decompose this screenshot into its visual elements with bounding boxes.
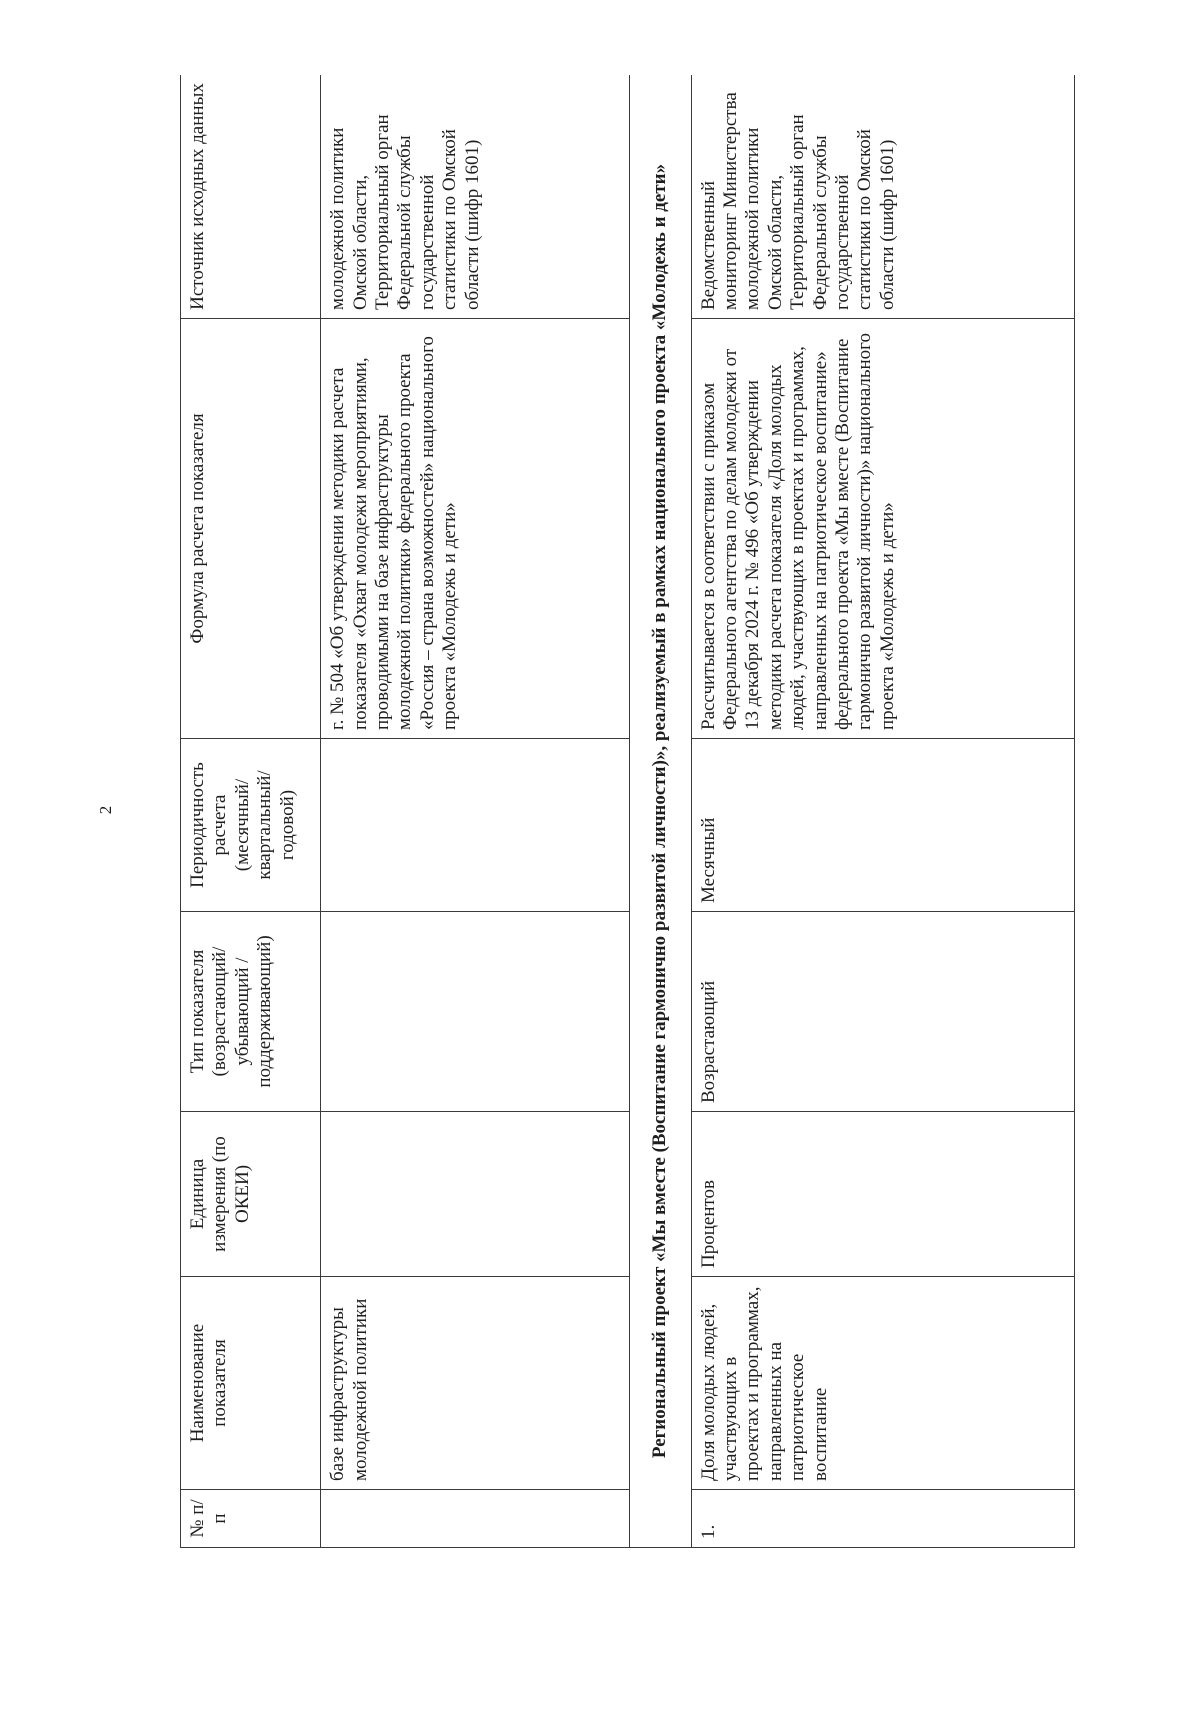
table-row-continuation — [321, 75, 629, 1548]
header-type: Тип показателя (возрастающий/ убывающий / поддерживающий) — [181, 912, 321, 1112]
header-formula: Формула расчета показателя — [181, 319, 321, 739]
header-source: Источник исходных данных — [181, 75, 321, 319]
cell-name: базе инфраструктуры молодежной политики — [321, 1277, 629, 1490]
header-unit: Единица измерения (по ОКЕИ) — [181, 1112, 321, 1277]
cell-source: молодежной политики Омской области, Территориальный орган Федеральной службы государственной статистики по Омской области (шифр 1601) — [321, 75, 629, 319]
table-container — [180, 75, 1075, 1548]
cell-unit — [321, 1112, 629, 1277]
cell-num — [321, 1490, 629, 1548]
rotated-table-frame — [180, 75, 1075, 1548]
cell-source: Ведомственный мониторинг Министерства молодежной политики Омской области, Территориальный орган Федеральной службы государственной статистики по Омской области (шифр 1601) — [691, 75, 1074, 319]
table-row — [691, 75, 1074, 1548]
section-title: Региональный проект «Мы вместе (Воспитание гармонично развитой личности)», реализуемый в рамках национального проекта «Молодежь и дети» — [629, 75, 691, 1548]
cell-num: 1. — [691, 1490, 1074, 1548]
cell-name: Доля молодых людей, участвующих в проектах и программах, направленных на патриотическое воспитание — [691, 1277, 1074, 1490]
header-row — [181, 75, 321, 1548]
cell-formula: г. № 504 «Об утверждении методики расчета показателя «Охват молодежи мероприятиями, проводимыми на базе инфраструктуры молодежной политики» федерального проекта «Россия – страна возможностей» национального проекта «Молодежь и дети» — [321, 319, 629, 739]
cell-unit: Процентов — [691, 1112, 1074, 1277]
cell-formula: Рассчитывается в соответствии с приказом Федерального агентства по делам молодежи от 13 декабря 2024 г. № 496 «Об утверждении методики расчета показателя «Доля молодых людей, участвующих в проектах и программах, направленных на патриотическое воспитание» федерального проекта «Мы вместе (Воспитание гармонично развитой личности)» национального проекта «Молодежь и дети» — [691, 319, 1074, 739]
header-name: Наименование показателя — [181, 1277, 321, 1490]
cell-type — [321, 912, 629, 1112]
page-number: 2 — [96, 805, 115, 815]
header-period: Периодичность расчета (месячный/ квартальный/ годовой) — [181, 739, 321, 912]
header-num: № п/п — [181, 1490, 321, 1548]
section-row — [629, 75, 691, 1548]
cell-period — [321, 739, 629, 912]
indicators-table — [180, 75, 1075, 1548]
cell-type: Возрастающий — [691, 912, 1074, 1112]
cell-period: Месячный — [691, 739, 1074, 912]
